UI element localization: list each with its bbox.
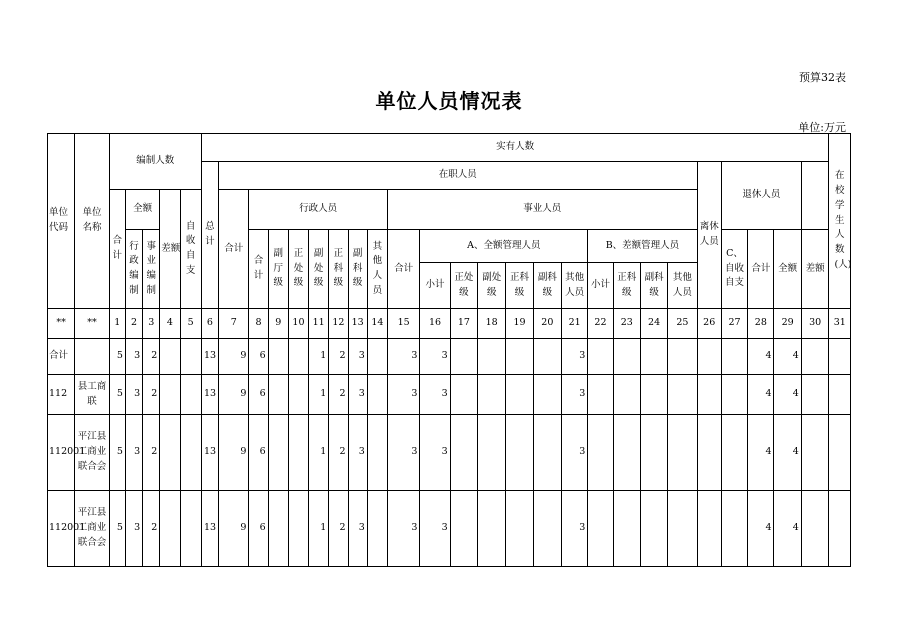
value-cell: [588, 339, 613, 375]
header-zaizhi: 在职人员: [219, 162, 698, 190]
unit-name-cell: [75, 339, 109, 375]
header-futing: 副厅级: [268, 230, 288, 309]
value-cell: 6: [249, 415, 268, 491]
value-cell: 3: [562, 415, 588, 491]
header-a-qita: 其他人员: [562, 263, 588, 309]
value-cell: [533, 339, 561, 375]
value-cell: [268, 491, 288, 567]
value-cell: 1: [309, 339, 329, 375]
header-tx-quan-e: 全额: [774, 230, 801, 309]
value-cell: [268, 375, 288, 415]
header-xingzheng-bianzhi: 行政编制: [125, 230, 142, 309]
value-cell: [478, 491, 506, 567]
value-cell: [668, 415, 697, 491]
value-cell: [506, 491, 533, 567]
header-tx-heji: 合计: [748, 230, 774, 309]
value-cell: [288, 339, 308, 375]
value-cell: [721, 375, 747, 415]
value-cell: [588, 375, 613, 415]
table-row: [48, 339, 851, 375]
value-cell: 3: [420, 491, 450, 567]
unit-code-cell: 112001: [48, 415, 75, 491]
header-fuchu: 副处级: [309, 230, 329, 309]
header-zongji: 总计: [201, 162, 218, 309]
column-index-cell: 23: [613, 309, 640, 339]
value-cell: [367, 415, 387, 491]
unit-label: 单位:万元: [798, 121, 846, 134]
header-b-cha-e: B、差额管理人员: [588, 230, 697, 263]
header-quan-e: 全额: [125, 190, 159, 230]
value-cell: 6: [249, 375, 268, 415]
header-a-zhengke: 正科级: [506, 263, 533, 309]
value-cell: 9: [219, 339, 249, 375]
value-cell: [697, 375, 721, 415]
value-cell: [613, 415, 640, 491]
value-cell: 3: [387, 415, 419, 491]
value-cell: [533, 415, 561, 491]
value-cell: 9: [219, 375, 249, 415]
header-a-quan-e: A、全额管理人员: [420, 230, 588, 263]
header-tuixiu: 退休人员: [721, 162, 801, 230]
column-index-cell: 10: [288, 309, 308, 339]
value-cell: [697, 415, 721, 491]
column-index-cell: 13: [348, 309, 367, 339]
header-sy-heji: 合计: [387, 230, 419, 309]
value-cell: 2: [329, 339, 348, 375]
column-index-cell: 2: [125, 309, 142, 339]
value-cell: 3: [348, 339, 367, 375]
value-cell: [478, 415, 506, 491]
header-a-fuke: 副科级: [533, 263, 561, 309]
column-index-cell: 9: [268, 309, 288, 339]
table-number-note: 预算32表: [799, 71, 846, 84]
column-index-cell: 11: [309, 309, 329, 339]
column-index-cell: 31: [829, 309, 851, 339]
table-row: [48, 491, 851, 567]
value-cell: 4: [748, 491, 774, 567]
value-cell: [668, 375, 697, 415]
personnel-table: [47, 133, 851, 567]
value-cell: 9: [219, 491, 249, 567]
value-cell: 3: [348, 491, 367, 567]
header-a-zhengchu: 正处级: [450, 263, 477, 309]
value-cell: 5: [109, 415, 125, 491]
value-cell: [288, 415, 308, 491]
column-index-cell: 26: [697, 309, 721, 339]
value-cell: [180, 491, 201, 567]
value-cell: [367, 375, 387, 415]
unit-code-cell: 112001: [48, 491, 75, 567]
value-cell: [367, 339, 387, 375]
unit-name-cell: 县工商联: [75, 375, 109, 415]
value-cell: [478, 339, 506, 375]
value-cell: 13: [201, 375, 218, 415]
header-zhengchu: 正处级: [288, 230, 308, 309]
value-cell: 4: [748, 375, 774, 415]
value-cell: [640, 415, 667, 491]
column-index-cell: 20: [533, 309, 561, 339]
value-cell: 4: [774, 415, 801, 491]
value-cell: [450, 491, 477, 567]
unit-name-cell: 平江县工商业联合会: [75, 491, 109, 567]
value-cell: 3: [420, 415, 450, 491]
header-xingzheng-renyuan: 行政人员: [249, 190, 388, 230]
column-index-cell: 19: [506, 309, 533, 339]
value-cell: [506, 339, 533, 375]
value-cell: 5: [109, 375, 125, 415]
value-cell: 1: [309, 415, 329, 491]
value-cell: 3: [420, 375, 450, 415]
value-cell: [478, 375, 506, 415]
value-cell: [697, 339, 721, 375]
value-cell: 4: [774, 339, 801, 375]
header-shiye-renyuan: 事业人员: [387, 190, 697, 230]
column-index-cell: 28: [748, 309, 774, 339]
header-zishou-zizhi: 自收自支: [180, 190, 201, 309]
value-cell: [506, 415, 533, 491]
value-cell: [160, 415, 180, 491]
header-b-xiaoji: 小计: [588, 263, 613, 309]
value-cell: [180, 375, 201, 415]
value-cell: 2: [143, 415, 160, 491]
page-title: 单位人员情况表: [375, 89, 523, 113]
value-cell: 2: [329, 375, 348, 415]
header-cha-e: 差额: [160, 190, 180, 309]
value-cell: 1: [309, 375, 329, 415]
value-cell: [829, 339, 851, 375]
value-cell: 4: [774, 491, 801, 567]
value-cell: 13: [201, 415, 218, 491]
value-cell: [180, 415, 201, 491]
value-cell: [588, 491, 613, 567]
column-index-cell: **: [75, 309, 109, 339]
value-cell: 3: [387, 339, 419, 375]
value-cell: 3: [562, 491, 588, 567]
value-cell: [829, 375, 851, 415]
value-cell: [721, 339, 747, 375]
column-index-cell: 14: [367, 309, 387, 339]
column-index-cell: 6: [201, 309, 218, 339]
value-cell: [613, 375, 640, 415]
header-c-zishou: C、自收自支: [721, 230, 747, 309]
value-cell: [533, 491, 561, 567]
column-index-cell: **: [48, 309, 75, 339]
value-cell: 5: [109, 491, 125, 567]
value-cell: 3: [125, 375, 142, 415]
column-index-cell: 5: [180, 309, 201, 339]
value-cell: 13: [201, 339, 218, 375]
value-cell: 3: [348, 415, 367, 491]
header-b-zhengke: 正科级: [613, 263, 640, 309]
value-cell: 9: [219, 415, 249, 491]
header-xz-heji: 合计: [249, 230, 268, 309]
column-index-cell: 29: [774, 309, 801, 339]
value-cell: [268, 415, 288, 491]
header-zhengke: 正科级: [329, 230, 348, 309]
header-bianzhi: 编制人数: [109, 134, 201, 190]
value-cell: 5: [109, 339, 125, 375]
value-cell: [288, 491, 308, 567]
value-cell: [668, 491, 697, 567]
value-cell: [613, 339, 640, 375]
table-row: [48, 375, 851, 415]
column-index-cell: 12: [329, 309, 348, 339]
header-fuke: 副科级: [348, 230, 367, 309]
column-index-cell: 1: [109, 309, 125, 339]
value-cell: [533, 375, 561, 415]
header-a-fuchu: 副处级: [478, 263, 506, 309]
header-zaizhi-heji: 合计: [219, 190, 249, 309]
value-cell: 2: [143, 339, 160, 375]
value-cell: 3: [348, 375, 367, 415]
column-index-cell: 4: [160, 309, 180, 339]
value-cell: [288, 375, 308, 415]
value-cell: [801, 339, 829, 375]
header-lixiu: 离休人员: [697, 162, 721, 309]
value-cell: [450, 415, 477, 491]
value-cell: [697, 491, 721, 567]
value-cell: 3: [562, 375, 588, 415]
value-cell: [160, 491, 180, 567]
column-index-row: [48, 309, 851, 339]
value-cell: 3: [125, 491, 142, 567]
unit-code-cell: 112: [48, 375, 75, 415]
value-cell: [801, 415, 829, 491]
column-index-cell: 21: [562, 309, 588, 339]
value-cell: [506, 375, 533, 415]
unit-code-cell: 合计: [48, 339, 75, 375]
value-cell: 6: [249, 339, 268, 375]
column-index-cell: 18: [478, 309, 506, 339]
unit-name-cell: 平江县工商业联合会: [75, 415, 109, 491]
header-shiye-bianzhi: 事业编制: [143, 230, 160, 309]
value-cell: [450, 375, 477, 415]
value-cell: 3: [420, 339, 450, 375]
value-cell: [640, 375, 667, 415]
header-bz-heji: 合计: [109, 190, 125, 309]
table-row: [48, 415, 851, 491]
header-unit-name: 单位名称: [75, 134, 109, 309]
header-shiyou: 实有人数: [201, 134, 829, 162]
value-cell: 6: [249, 491, 268, 567]
value-cell: 2: [329, 415, 348, 491]
column-index-cell: 8: [249, 309, 268, 339]
value-cell: [801, 491, 829, 567]
column-index-cell: 15: [387, 309, 419, 339]
value-cell: 13: [201, 491, 218, 567]
value-cell: [640, 491, 667, 567]
value-cell: 4: [748, 339, 774, 375]
value-cell: [721, 415, 747, 491]
value-cell: [268, 339, 288, 375]
value-cell: 3: [387, 491, 419, 567]
column-index-cell: 17: [450, 309, 477, 339]
value-cell: 4: [774, 375, 801, 415]
value-cell: 3: [125, 415, 142, 491]
value-cell: [180, 339, 201, 375]
header-unit-code: 单位代码: [48, 134, 75, 309]
value-cell: [801, 375, 829, 415]
value-cell: [829, 491, 851, 567]
value-cell: 3: [562, 339, 588, 375]
value-cell: [829, 415, 851, 491]
value-cell: 2: [143, 491, 160, 567]
header-tx-cha-e: 差额: [801, 230, 829, 309]
value-cell: [450, 339, 477, 375]
header-a-xiaoji: 小计: [420, 263, 450, 309]
value-cell: 2: [143, 375, 160, 415]
header-zaixiao: 在校学生人数(人): [829, 134, 851, 309]
value-cell: 2: [329, 491, 348, 567]
value-cell: [640, 339, 667, 375]
value-cell: [367, 491, 387, 567]
column-index-cell: 16: [420, 309, 450, 339]
header-b-fuke: 副科级: [640, 263, 667, 309]
column-index-cell: 24: [640, 309, 667, 339]
column-index-cell: 22: [588, 309, 613, 339]
value-cell: [613, 491, 640, 567]
value-cell: [160, 375, 180, 415]
column-index-cell: 27: [721, 309, 747, 339]
value-cell: [160, 339, 180, 375]
value-cell: 3: [125, 339, 142, 375]
value-cell: 3: [387, 375, 419, 415]
column-index-cell: 3: [143, 309, 160, 339]
column-index-cell: 25: [668, 309, 697, 339]
column-index-cell: 7: [219, 309, 249, 339]
column-index-cell: 30: [801, 309, 829, 339]
value-cell: [668, 339, 697, 375]
header-b-qita: 其他人员: [668, 263, 697, 309]
header-qita: 其他人员: [367, 230, 387, 309]
value-cell: 1: [309, 491, 329, 567]
value-cell: [588, 415, 613, 491]
value-cell: 4: [748, 415, 774, 491]
value-cell: [721, 491, 747, 567]
